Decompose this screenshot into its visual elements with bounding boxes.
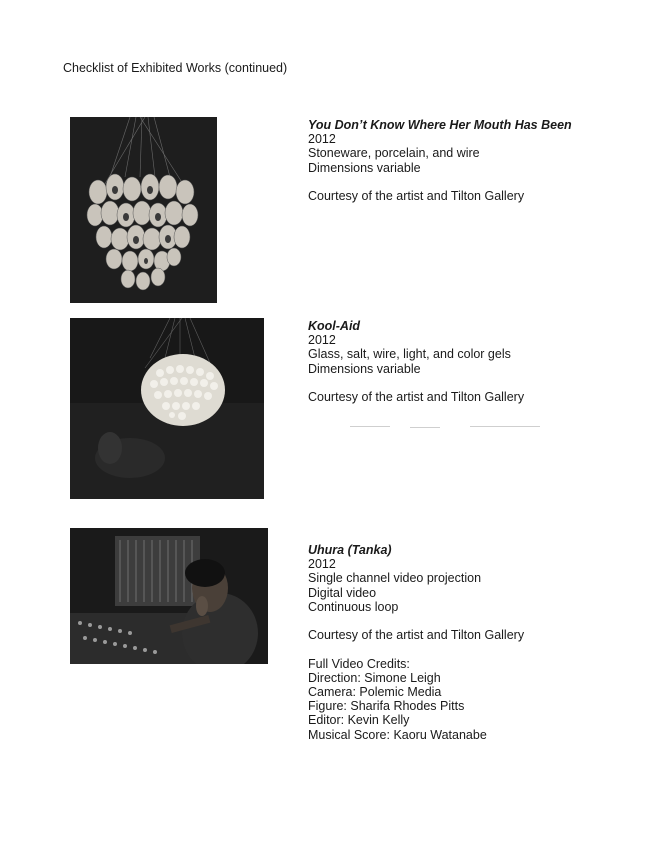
scan-speck [410,427,440,428]
work-credit: Courtesy of the artist and Tilton Gallery [308,628,525,643]
work-dimensions: Dimensions variable [308,160,421,175]
work-medium: Glass, salt, wire, light, and color gels [308,347,511,362]
artwork-photo-1 [70,117,217,303]
artwork-photo-3 [70,528,268,664]
scan-speck [470,426,540,427]
page-heading: Checklist of Exhibited Works (continued) [63,61,288,75]
work-medium: Single channel video projection [308,571,482,586]
video-credit-editor: Editor: Kevin Kelly [308,713,410,728]
work-format: Digital video [308,585,377,600]
work-credit: Courtesy of the artist and Tilton Gallery [308,189,525,203]
work-year: 2012 [308,557,336,572]
work-year: 2012 [308,333,336,348]
video-credit-direction: Direction: Simone Leigh [308,670,441,685]
work-info-3 [308,543,638,742]
video-credit-figure: Figure: Sharifa Rhodes Pitts [308,699,465,714]
work-title: Uhura (Tanka) [308,543,392,557]
work-title: You Don’t Know Where Her Mouth Has Been [308,118,572,132]
video-credit-score: Musical Score: Kaoru Watanabe [308,727,487,742]
work-medium: Stoneware, porcelain, and wire [308,146,480,161]
video-credit-camera: Camera: Polemic Media [308,685,442,699]
work-dimensions: Dimensions variable [308,361,421,376]
work-duration: Continuous loop [308,599,399,614]
work-info-2 [308,319,638,404]
scan-speck [350,426,390,427]
work-year: 2012 [308,132,336,147]
work-title: Kool-Aid [308,319,361,333]
video-credits-heading: Full Video Credits: [308,656,410,671]
artwork-photo-2 [70,318,264,499]
work-credit: Courtesy of the artist and Tilton Gallery [308,390,525,404]
work-info-1 [308,118,638,203]
